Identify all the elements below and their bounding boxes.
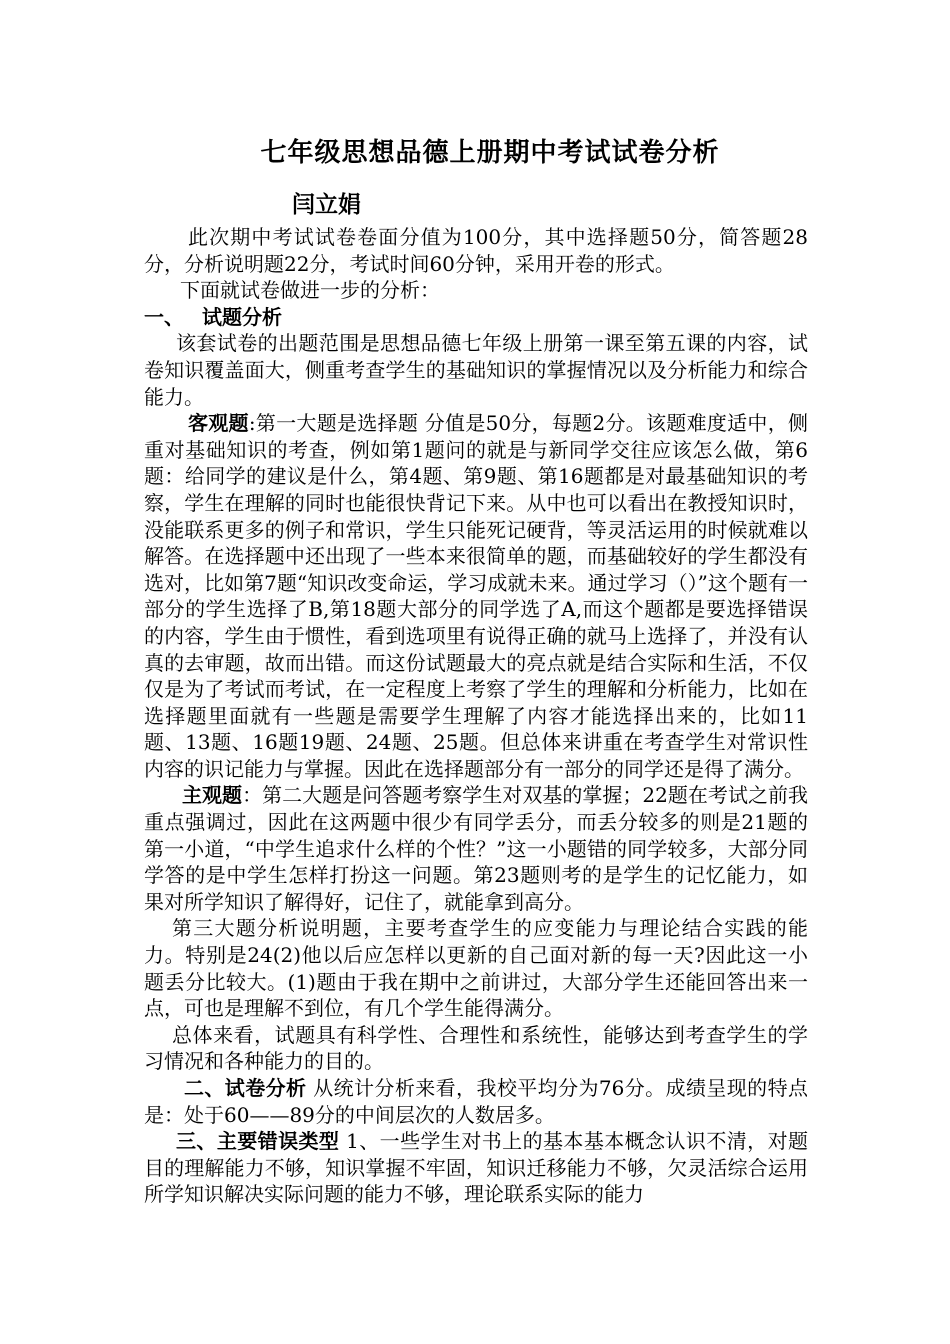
objective-paragraph (144, 410, 808, 782)
section-1-number: 一、 (144, 304, 184, 329)
section-3-label: 三、主要错误类型 (176, 1129, 340, 1154)
section-1-heading (144, 304, 808, 331)
document-body (144, 224, 808, 1208)
part-3-paragraph: 第三大题分析说明题，主要考查学生的应变能力与理论结合实践的能力。特别是24(2)他以后应怎样以更新的自己面对新的每一天?因此这一小题丢分比较大。(1)题由于我在期中之前讲过，大部分学生还能回答出来一点，可也是理解不到位，有几个学生能得满分。 (144, 916, 808, 1021)
subjective-label: 主观题 (182, 783, 243, 808)
subjective-paragraph (144, 782, 808, 915)
section-2-label: 二、试卷分析 (184, 1076, 307, 1100)
section-2-paragraph (144, 1075, 808, 1128)
section-3-text: 1、一些学生对书上的基本基本概念认识不清，对题目的理解能力不够，知识掌握不牢固，知识迁移能力不够，欠灵活综合运用所学知识解决实际问题的能力不够，理论联系实际的能力 (144, 1129, 809, 1207)
objective-label: 客观题 (188, 411, 249, 436)
document-title: 七年级思想品德上册期中考试试卷分析 (260, 138, 720, 168)
intro-paragraph-2: 下面就试卷做进一步的分析： (180, 278, 440, 303)
document-author: 闫立娟 (292, 191, 361, 218)
section-1-title: 试题分析 (202, 304, 282, 329)
intro-paragraph-1: 此次期中考试试卷卷面分值为100分，其中选择题50分，简答题28分，分析说明题22分，考试时间60分钟，采用开卷的形式。 (144, 225, 808, 276)
section-3-paragraph (144, 1128, 808, 1208)
summary-paragraph: 总体来看，试题具有科学性、合理性和系统性，能够达到考查学生的学习情况和各种能力的目的。 (144, 1022, 808, 1074)
subjective-text: ：第二大题是问答题考察学生对双基的掌握；22题在考试之前我重点强调过，因此在这两题中很少有同学丢分，而丢分较多的则是21题的第一小道，“中学生追求什么样的个性？”这一小题错的同学较多，大部分同学答的是中学生怎样打扮这一问题。第23题则考的是学生的记忆能力，如果对所学知识了解得好，记住了，就能拿到高分。 (144, 783, 809, 914)
section-2-text: 从统计分析来看，我校平均分为76分。成绩呈现的特点是：处于60——89分的中间层次的人数居多。 (144, 1076, 808, 1127)
objective-text: :第一大题是选择题 分值是50分，每题2分。该题难度适中，侧重对基础知识的考查，例如第1题问的就是与新同学交往应该怎么做，第6题：给同学的建议是什么，第4题、第9题、第16题都是对最基础知识的考察，学生在理解的同时也能很快背记下来。从中也可以看出在教授知识时，没能联系更多的例子和常识，学生只能死记硬背，等灵活运用的时候就难以解答。在选择题中还出现了一些本来很简单的题，而基础较好的学生都没有选对，比如第7题“知识改变命运，学习成就未来。通过学习（）”这个题有一部分的学生选择了B,第18题大部分的同学选了A,而这个题都是要选择错误的内容，学生由于惯性，看到选项里有说得正确的就马上选择了，并没有认真的去审题，故而出错。而这份试题最大的亮点就是结合实际和生活，不仅仅是为了考试而考试，在一定程度上考察了学生的理解和分析能力，比如在选择题里面就有一些题是需要学生理解了内容才能选择出来的，比如11题、13题、16题19题、24题、25题。但总体来讲重在考查学生对常识性内容的识记能力与掌握。因此在选择题部分有一部分的同学还是得了满分。 (144, 411, 808, 781)
section-1-overview: 该套试卷的出题范围是思想品德七年级上册第一课至第五课的内容，试卷知识覆盖面大，侧重考查学生的基础知识的掌握情况以及分析能力和综合能力。 (144, 331, 808, 409)
